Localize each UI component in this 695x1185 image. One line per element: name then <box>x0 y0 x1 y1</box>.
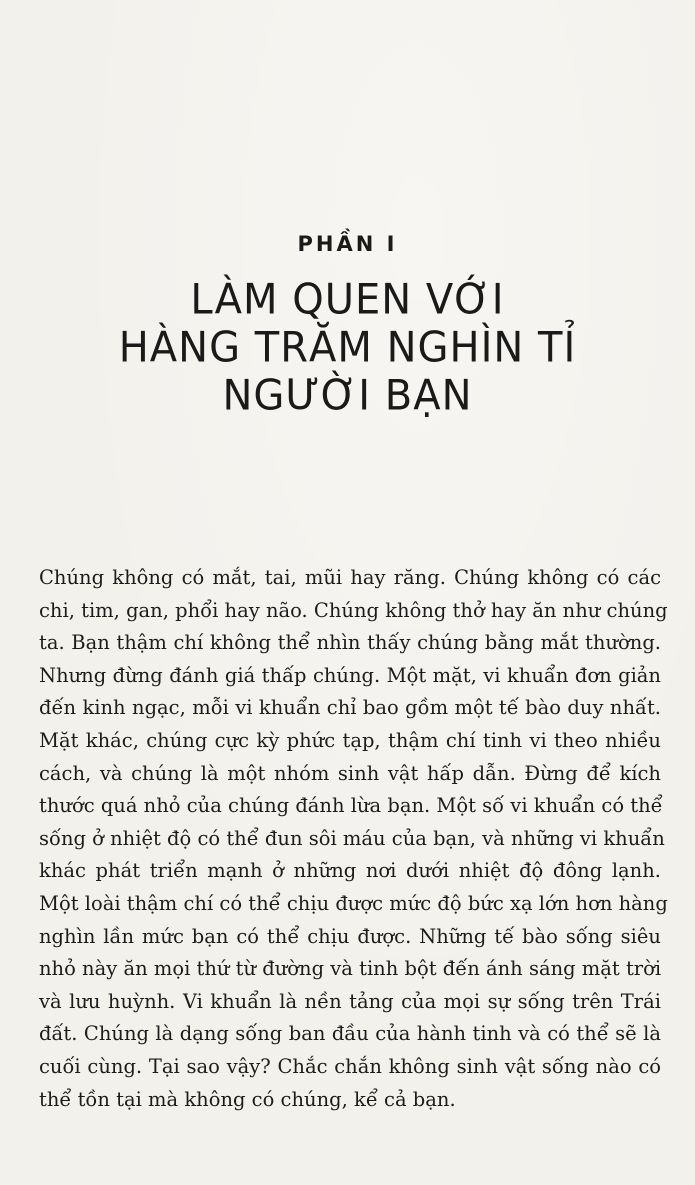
text-line: đất. Chúng là dạng sống ban đầu của hành tinh và có thể sẽ là <box>39 1022 661 1046</box>
text-line: nhỏ này ăn mọi thứ từ đường và tinh bột đến ánh sáng mặt trời <box>39 957 662 981</box>
part-label: PHẦN I <box>297 232 398 256</box>
body-paragraph <box>39 562 668 1116</box>
text-line: Chúng không có mắt, tai, mũi hay răng. Chúng không có các <box>39 566 661 589</box>
text-line: nghìn lần mức bạn có thể chịu được. Những tế bào sống siêu <box>39 924 661 948</box>
text-line: ta. Bạn thậm chí không thể nhìn thấy chúng bằng mắt thường. <box>39 631 661 655</box>
text-line: thước quá nhỏ của chúng đánh lừa bạn. Một số vi khuẩn có thể <box>39 794 663 818</box>
text-line: và lưu huỳnh. Vi khuẩn là nền tảng của mọi sự sống trên Trái <box>39 989 661 1013</box>
text-line: chi, tim, gan, phổi hay não. Chúng không thở hay ăn như chúng <box>39 598 668 622</box>
title-line: LÀM QUEN VỚI <box>190 275 505 325</box>
text-line: Nhưng đừng đánh giá thấp chúng. Một mặt, vi khuẩn đơn giản <box>39 663 661 687</box>
text-line: cách, và chúng là một nhóm sinh vật hấp dẫn. Đừng để kích <box>39 761 661 785</box>
title-line: NGƯỜI BẠN <box>222 371 473 421</box>
text-line: đến kinh ngạc, mỗi vi khuẩn chỉ bao gồm một tế bào duy nhất. <box>39 696 661 720</box>
text-line: Một loài thậm chí có thể chịu được mức độ bức xạ lớn hơn hàng <box>39 891 668 915</box>
text-line: khác phát triển mạnh ở những nơi dưới nhiệt độ đông lạnh. <box>39 859 661 883</box>
text-line: thể tồn tại mà không có chúng, kể cả bạn. <box>39 1087 456 1111</box>
chapter-title <box>0 276 695 420</box>
text-line: sống ở nhiệt độ có thể đun sôi máu của bạn, và những vi khuẩn <box>39 826 665 850</box>
text-line: Mặt khác, chúng cực kỳ phức tạp, thậm chí tinh vi theo nhiều <box>39 728 661 752</box>
text-line: cuối cùng. Tại sao vậy? Chắc chắn không sinh vật sống nào có <box>39 1054 661 1078</box>
title-line: HÀNG TRĂM NGHÌN TỈ <box>118 323 577 373</box>
